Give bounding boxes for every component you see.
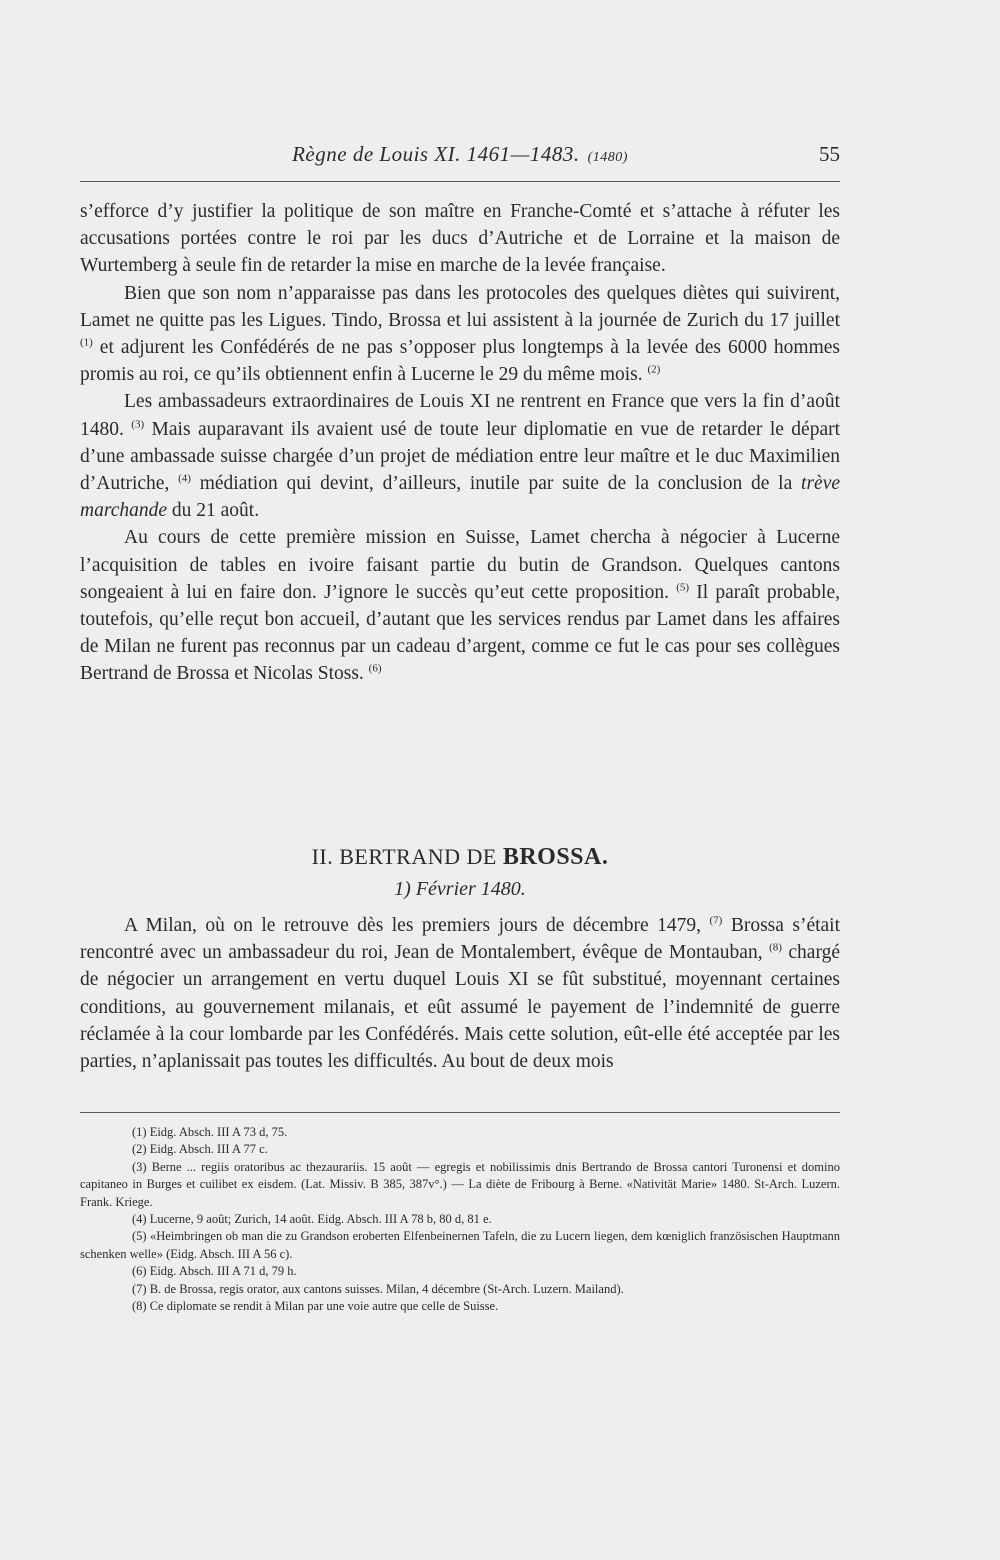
paragraph-1 — [80, 198, 840, 280]
emphasis-text: trève marchande — [80, 473, 841, 522]
page-header — [80, 138, 840, 170]
footnote-3: (3) Berne ... regiis oratoribus ac thezaurariis. 15 août — egregis et nobilissimis dnis Bertrando de Brossa cantori Turonensi et domino capitaneo in Burges et cuilibet ex eisdem. (Lat. Missiv. B 385, 387v°.) — La diète de Fribourg à Berne. «Nativität Marie» 1480. St-Arch. Luzern. Frank. Kriege. — [80, 1159, 840, 1209]
footnote-ref[interactable]: (1) — [80, 336, 93, 349]
paragraph-text: Au cours de cette première mission en Suisse, Lamet chercha à négocier à Lucerne l’acquisition de tables en ivoire faisant partie du butin de Grandson. Quelques cantons songeaient à lui en faire don. J’ignore le succès qu’eut cette proposition. — [80, 527, 840, 603]
subsection-title: 1) Février 1480. — [394, 878, 526, 900]
paragraph-text: du 21 août. — [171, 500, 260, 522]
footnote-4: (4) Lucerne, 9 août; Zurich, 14 août. Eidg. Absch. III A 78 b, 80 d, 81 e. — [132, 1212, 492, 1227]
paragraph-text: médiation qui devint, d’ailleurs, inutile par suite de la conclusion de la — [199, 473, 793, 495]
page-number: 55 — [819, 142, 840, 166]
footnote-8: (8) Ce diplomate se rendit à Milan par une voie autre que celle de Suisse. — [132, 1299, 499, 1314]
paragraph-text: Il paraît probable, toutefois, qu’elle reçut bon accueil, d’autant que les services rendus par Lamet dans les affaires de Milan ne furent pas reconnus par un cadeau d’argent, comme ce fut le cas pour ses collègues Bertrand de Brossa et Nicolas Stoss. — [80, 581, 841, 685]
footnote-ref[interactable]: (4) — [178, 472, 191, 485]
paragraph-2 — [80, 280, 840, 389]
footnote-2: (2) Eidg. Absch. III A 77 c. — [132, 1142, 268, 1157]
running-year: (1480) — [587, 150, 628, 165]
header-rule — [80, 181, 840, 182]
section-title-name: BROSSA. — [502, 844, 609, 870]
paragraph-text: Brossa s’était rencontré avec un ambassadeur du roi, Jean de Montalembert, évêque de Montauban, — [80, 915, 841, 964]
footnote-rule — [80, 1112, 840, 1113]
footnote-5: (5) «Heimbringen ob man die zu Grandson eroberten Elfenbeinernen Tafeln, die zu Lucern liegen, dem kœniglich französischen Hauptmann schenken welle» (Eidg. Absch. III A 56 c). — [80, 1229, 840, 1261]
section-title-prefix: II. BERTRAND DE — [311, 844, 503, 869]
paragraph-3 — [80, 388, 840, 524]
footnote-1: (1) Eidg. Absch. III A 73 d, 75. — [132, 1125, 288, 1139]
footnote-ref[interactable]: (5) — [676, 581, 690, 594]
footnote-ref[interactable]: (6) — [368, 662, 382, 675]
running-title-text: Règne de Louis XI. 1461—1483. — [292, 142, 580, 166]
section-title — [80, 844, 840, 871]
footnote-ref[interactable]: (3) — [131, 418, 145, 431]
footnote-ref[interactable]: (2) — [647, 363, 661, 376]
paragraph-text: s’efforce d’y justifier la politique de son maître en Franche-Comté et s’attache à réfuter les accusations portées contre le roi par les ducs d’Autriche et de Lorraine et la maison de Wurtemberg à seule fin de retarder la mise en marche de la levée française. — [80, 201, 840, 277]
running-title — [80, 142, 840, 167]
main-text — [80, 198, 840, 688]
paragraph-text: Bien que son nom n’apparaisse pas dans les protocoles des quelques diètes qui suivirent, Lamet ne quitte pas les Ligues. Tindo, Brossa et lui assistent à la journée de Zurich du 17 juillet — [80, 282, 840, 331]
paragraph-text: Mais auparavant ils avaient usé de toute leur diplomatie en vue de retarder le départ d’une ambassade suisse chargée d’un projet de médiation entre leur maître et le duc Maximilien d’Autriche, — [80, 418, 841, 495]
footnote-ref[interactable]: (8) — [769, 941, 782, 954]
footnote-ref[interactable]: (7) — [709, 914, 723, 927]
footnotes — [80, 1124, 840, 1315]
paragraph-5 — [80, 912, 840, 1075]
paragraph-text: Les ambassadeurs extraordinaires de Louis XI ne rentrent en France que vers la fin d’août 1480. — [80, 391, 840, 440]
footnote-6: (6) Eidg. Absch. III A 71 d, 79 h. — [132, 1264, 297, 1279]
paragraph-text: A Milan, où on le retrouve dès les premiers jours de décembre 1479, — [124, 915, 702, 936]
paragraph-text: chargé de négocier un arrangement en vertu duquel Louis XI se fût substitué, moyennant certaines conditions, au gouvernement milanais, et eût assumé le payement de l’indemnité de guerre réclamée à la cour lombarde par les Confédérés. Mais cette solution, eût-elle été acceptée par les parties, n’aplanissait pas toutes les difficultés. Au bout de deux mois — [80, 942, 840, 1073]
footnote-7: (7) B. de Brossa, regis orator, aux cantons suisses. Milan, 4 décembre (St-Arch. Luzern. Mailand). — [132, 1281, 624, 1296]
paragraph-4 — [80, 524, 840, 687]
paragraph-text: et adjurent les Confédérés de ne pas s’opposer plus longtemps à la levée des 6000 hommes promis au roi, ce qu’ils obtiennent enfin à Lucerne le 29 du même mois. — [80, 337, 840, 386]
section-text — [80, 912, 840, 1075]
